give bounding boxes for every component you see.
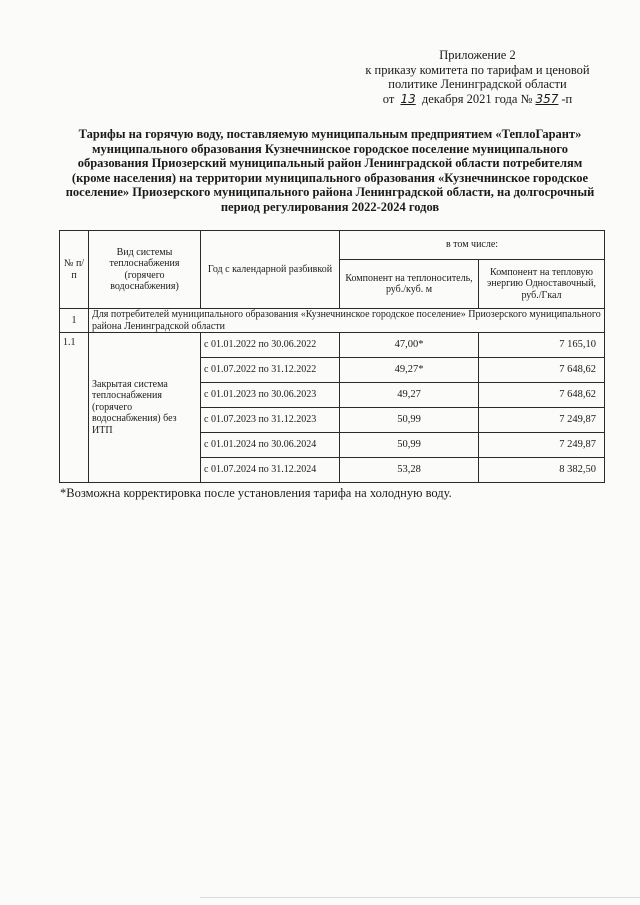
carrier-cell: 49,27 [340, 383, 479, 408]
energy-cell: 8 382,50 [479, 458, 605, 483]
table-row [60, 333, 605, 358]
period-cell: с 01.07.2023 по 31.12.2023 [201, 408, 340, 433]
document-title: Тарифы на горячую воду, поставляемую муниципальным предприятием «ТеплоГарант» муниципального образования Кузнечнинское городское поселение муниципального образования Приозерский муниципальный район Ленинградской области потребителям (кроме населения) на территории муниципального образования «Кузнечнинское городское поселение» Приозерского муниципального района Ленинградской области, на долгосрочный период регулирования 2022-2024 годов [65, 127, 595, 214]
period-cell: с 01.01.2022 по 30.06.2022 [201, 333, 340, 358]
order-suffix: -п [561, 91, 573, 106]
carrier-cell: 50,99 [340, 433, 479, 458]
energy-cell: 7 249,87 [479, 433, 605, 458]
appendix-title: Приложение 2 [439, 48, 516, 62]
appendix-date-line [350, 92, 605, 107]
section-text: Для потребителей муниципального образования «Кузнечнинское городское поселение» Приозерского муниципального района Ленинградской области [89, 309, 605, 333]
period-cell: с 01.07.2022 по 31.12.2022 [201, 358, 340, 383]
header-num: № п/п [60, 231, 89, 309]
carrier-cell: 49,27* [340, 358, 479, 383]
header-component-carrier: Компонент на теплоноситель, руб./куб. м [340, 260, 479, 309]
carrier-cell: 53,28 [340, 458, 479, 483]
section-num: 1 [60, 309, 89, 333]
energy-cell: 7 648,62 [479, 358, 605, 383]
carrier-cell: 47,00* [340, 333, 479, 358]
energy-cell: 7 648,62 [479, 383, 605, 408]
handwritten-day: 13 [400, 91, 416, 106]
period-cell: с 01.01.2024 по 30.06.2024 [201, 433, 340, 458]
appendix-order-line: к приказу комитета по тарифам и ценовой [365, 62, 590, 77]
date-mid: декабря 2021 года № [421, 91, 533, 106]
period-cell: с 01.07.2024 по 31.12.2024 [201, 458, 340, 483]
date-prefix: от [382, 91, 395, 106]
energy-cell: 7 165,10 [479, 333, 605, 358]
tariff-table [59, 230, 605, 483]
appendix-committee-line: политике Ленинградской области [388, 77, 567, 91]
group-system: Закрытая система теплоснабжения (горячего водоснабжения) без ИТП [89, 333, 201, 483]
handwritten-order-number: 357 [535, 91, 559, 106]
appendix-header [350, 48, 605, 106]
energy-cell: 7 249,87 [479, 408, 605, 433]
footnote: *Возможна корректировка после установления тарифа на холодную воду. [60, 486, 452, 500]
carrier-cell: 50,99 [340, 408, 479, 433]
header-component-energy: Компонент на тепловую энергию Одноставочный, руб./Гкал [479, 260, 605, 309]
group-num: 1.1 [60, 333, 89, 483]
header-period: Год с календарной разбивкой [201, 231, 340, 309]
header-including: в том числе: [340, 231, 605, 260]
section-row [60, 309, 605, 333]
header-system-type: Вид системы теплоснабжения (горячего водоснабжения) [89, 231, 201, 309]
period-cell: с 01.01.2023 по 30.06.2023 [201, 383, 340, 408]
scan-edge-line [200, 897, 640, 898]
